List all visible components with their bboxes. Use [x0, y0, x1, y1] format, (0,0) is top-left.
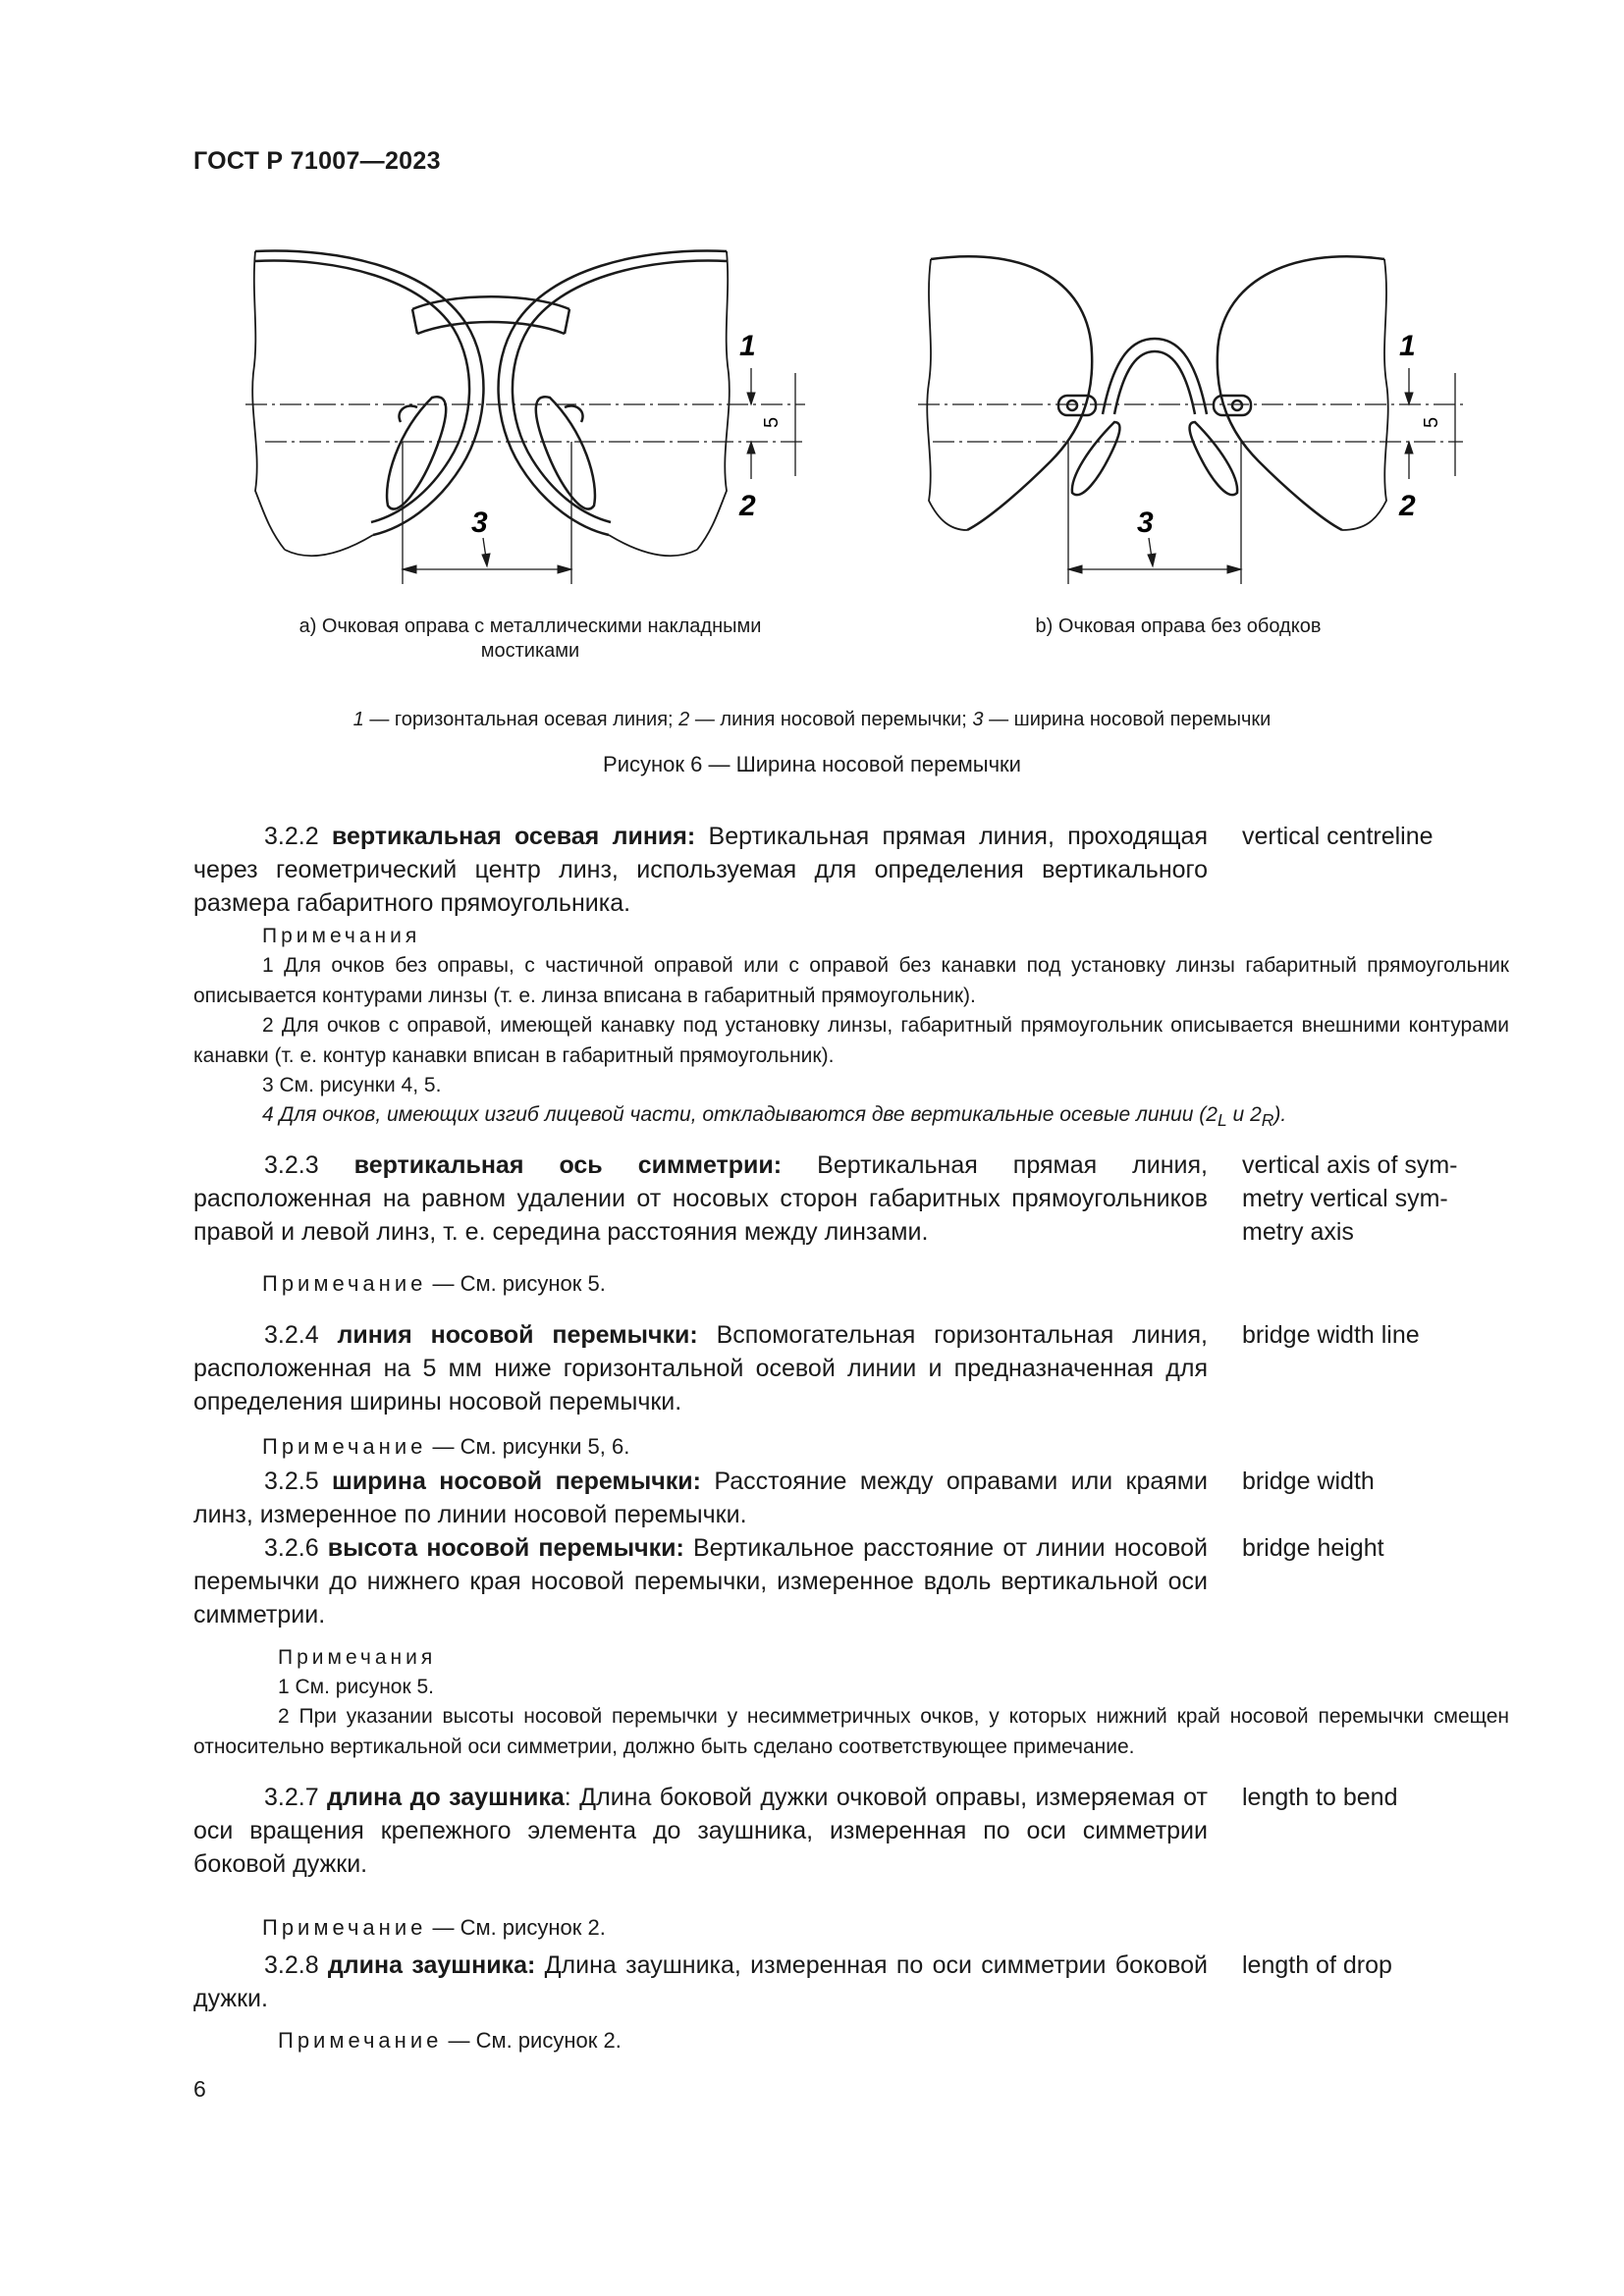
- term-3-2-2: 3.2.2 вертикальная осевая линия: Вертикальная прямая линия, проходящая через геометрический центр линз, используемая для определения вертикального размера габаритного прямоугольника.: [193, 823, 1208, 917]
- term-3-2-3: 3.2.3 вертикальная ось симметрии: Вертикальная прямая линия, расположенная на равном удалении от носовых сторон габаритных прямоугольников правой и левой линз, т. е. середина расстояния между линзами.: [193, 1151, 1208, 1246]
- note-3-2-3: Примечание — См. рисунок 5.: [262, 1271, 606, 1296]
- callout-5-b: 5: [1421, 416, 1442, 428]
- figure-legend: 1 — горизонтальная осевая линия; 2 — линия носовой перемычки; 3 — ширина носовой перемычки: [352, 709, 1272, 730]
- note-3-2-8: Примечание — См. рисунок 2.: [278, 2028, 622, 2053]
- note-3-2-2-2: 2 Для очков с оправой, имеющей канавку под установку линзы, габаритный прямоугольник описывается внешними контурами канавки (т. е. контур канавки вписан в габаритный прямоугольник).: [193, 1014, 1509, 1067]
- callout-3-b: 3: [1137, 507, 1154, 539]
- term-3-2-4: 3.2.4 линия носовой перемычки: Вспомогательная горизонтальная линия, расположенная на 5 мм ниже горизонтальной осевой линии и предназначенная для определения ширины носовой перемычки.: [193, 1321, 1208, 1415]
- page-number: 6: [193, 2076, 206, 2102]
- caption-b: b) Очковая оправа без ободков: [1035, 615, 1322, 637]
- callout-2-a: 2: [739, 490, 756, 522]
- term-3-2-5-en: bridge width: [1242, 1468, 1375, 1495]
- term-3-2-5: 3.2.5 ширина носовой перемычки: Расстояние между оправами или краями линз, измеренное по линии носовой перемычки.: [193, 1468, 1208, 1528]
- caption-a: a) Очковая оправа с металлическими накладными мостиками: [298, 615, 762, 662]
- note-3-2-7: Примечание — См. рисунок 2.: [262, 1915, 606, 1940]
- term-3-2-4-en: bridge width line: [1242, 1321, 1420, 1349]
- figure-b-frame: [927, 256, 1387, 530]
- callout-1-b: 1: [1399, 330, 1416, 362]
- term-3-2-7: 3.2.7 длина до заушника: Длина боковой дужки очковой оправы, измеряемая от оси вращения крепежного элемента до заушника, измеренная по оси симметрии боковой дужки.: [193, 1784, 1208, 1878]
- note-3-2-2-1: 1 Для очков без оправы, с частичной оправой или с оправой без канавки под установку линзы габаритный прямоугольник описывается контурами линзы (т. е. линза вписана в габаритный прямоугольник).: [193, 954, 1509, 1007]
- term-3-2-6: 3.2.6 высота носовой перемычки: Вертикальное расстояние от линии носовой перемычки до нижнего края носовой перемычки, измеренное вдоль вертикальной оси симметрии.: [193, 1534, 1208, 1629]
- figure-6-drawing: [226, 236, 1463, 609]
- figure-title: Рисунок 6 — Ширина носовой перемычки: [603, 752, 1021, 776]
- term-3-2-8: 3.2.8 длина заушника: Длина заушника, измеренная по оси симметрии боковой дужки.: [193, 1951, 1208, 2012]
- callout-1-a: 1: [739, 330, 756, 362]
- term-3-2-6-en: bridge height: [1242, 1534, 1384, 1562]
- document-header: ГОСТ Р 71007—2023: [193, 147, 441, 175]
- note-3-2-6-2: 2 При указании высоты носовой перемычки у несимметричных очков, у которых нижний край носовой перемычки смещен относительно вертикальной оси симметрии, должно быть сделано соответствующее примечание.: [193, 1705, 1509, 1758]
- notes-heading-3-2-2: Примечания: [262, 925, 421, 947]
- note-3-2-2-3: 3 См. рисунки 4, 5.: [262, 1074, 442, 1096]
- note-3-2-4: Примечание — См. рисунки 5, 6.: [262, 1434, 630, 1459]
- callout-2-b: 2: [1399, 490, 1416, 522]
- callout-3-a: 3: [471, 507, 488, 539]
- note-3-2-6-1: 1 См. рисунок 5.: [278, 1676, 435, 1698]
- figure-a-frame: [252, 251, 730, 557]
- term-3-2-7-en: length to bend: [1242, 1784, 1398, 1811]
- notes-heading-3-2-6: Примечания: [278, 1646, 437, 1669]
- note-3-2-2-4: 4 Для очков, имеющих изгиб лицевой части, откладываются две вертикальные осевые линии ($2_L$ и $2_R$).: [262, 1103, 1287, 1131]
- callout-5-a: 5: [761, 416, 783, 428]
- term-3-2-3-en: vertical axis of sym- metry vertical sym- metry axis: [1242, 1151, 1458, 1246]
- term-3-2-8-en: length of drop: [1242, 1951, 1392, 1979]
- term-3-2-2-en: vertical centreline: [1242, 823, 1434, 850]
